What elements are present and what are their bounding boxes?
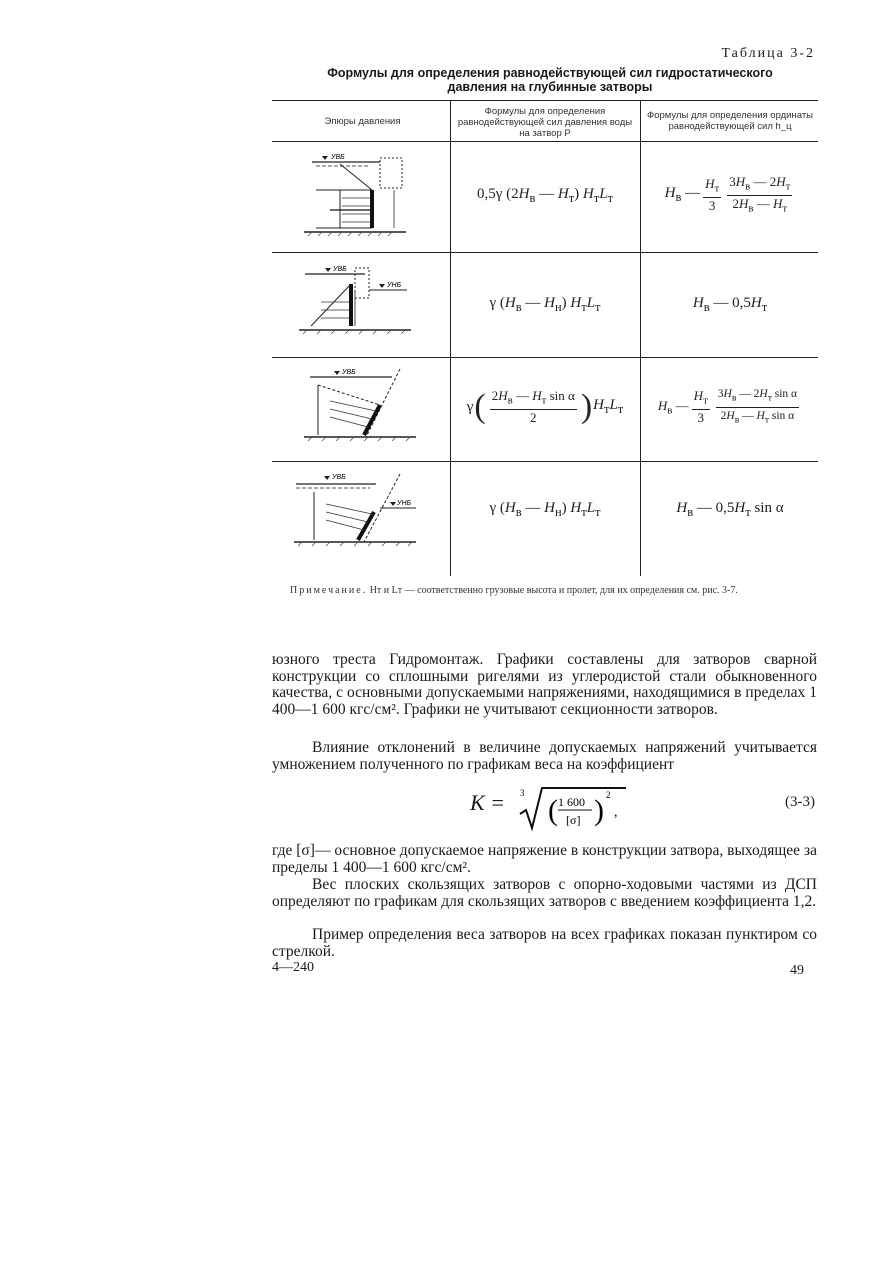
ordinate-formula-2: $H_в$ — $0,5H_т$ <box>692 295 768 314</box>
root-denominator: [σ] <box>566 813 581 827</box>
svg-text:): ) <box>594 794 604 827</box>
root-index: 3 <box>520 788 525 798</box>
note-lead: Примечание. <box>290 585 368 596</box>
table-caption <box>290 66 810 94</box>
paragraph-4: Вес плоских скользящих затворов с опорно-ходовыми частями из ДСП определяют по графикам для скользящих затворов с введением коэффициента 1,2. <box>272 876 817 910</box>
table-header-rule <box>272 141 818 142</box>
lower-level-label-4: УНБ <box>397 500 412 507</box>
pressure-diagram-2 <box>295 262 415 342</box>
ordinate-formula-3: $H_в$ — $\frac{H_т}{3}$ $\frac{3H_в — 2H_т \sin \alpha}{2H_в — H_т \sin \alpha}$ <box>657 388 798 425</box>
table-note <box>290 584 820 598</box>
row-rule-2 <box>272 357 818 358</box>
paragraph-5: Пример определения веса затворов на всех графиках показан пунктиром со стрелкой. <box>272 926 817 960</box>
paragraph-1: юзного треста Гидромонтаж. Графики составлены для затворов сварной конструкции со сплошными ригелями из углеродистой стали обыкновенного качества, с основными допускаемыми напряжениями, находящимися в пределах 1 400—1 600 кгс/см². Графики не учитывают секционности затворов. <box>272 651 817 718</box>
pressure-diagram-3 <box>300 365 420 450</box>
upper-level-label-4: УВБ <box>332 474 346 481</box>
caption-line-2: давления на глубинные затворы <box>447 80 653 94</box>
pressure-diagram-4 <box>290 470 420 555</box>
row-rule-1 <box>272 252 818 253</box>
force-formula-1: 0,5γ ($2H_в$ — $H_т$) $H_тL_т$ <box>476 186 614 205</box>
header-ordinate-formulas: Формулы для определения ординаты равнодействующей сил h_ц <box>646 110 813 132</box>
ordinate-formula-1: $H_в$ — $\frac{H_т}{3}$ $\frac{3H_в — 2H_т}{2H_в — H_т}$ <box>664 173 791 215</box>
col-rule-1 <box>450 100 451 576</box>
level-marker-icon <box>322 156 328 160</box>
page-number: 49 <box>790 963 804 978</box>
ordinate-formula-4: $H_в$ — $0,5H_т$ sin α <box>676 500 784 519</box>
upper-level-label-2: УВБ <box>333 266 347 273</box>
header-pressure-diagrams: Эпюры давления <box>324 116 401 127</box>
svg-text:(: ( <box>548 794 558 827</box>
svg-text:,: , <box>614 805 618 820</box>
paragraph-2: Влияние отклонений в величине допускаемых напряжений учитывается умножением полученного по графикам веса на коэффициент <box>272 739 817 773</box>
table-label: Таблица 3-2 <box>721 46 815 61</box>
upper-level-label: УВБ <box>331 154 345 161</box>
cube-root-sign <box>518 784 628 834</box>
equation-lhs: K = <box>470 790 506 815</box>
caption-line-1: Формулы для определения равнодействующей сил гидростатического <box>327 66 773 80</box>
note-text: Hт и Lт — соответственно грузовые высота и пролет, для их определения см. рис. 3-7. <box>369 585 738 596</box>
table-top-rule <box>272 100 818 101</box>
col-rule-2 <box>640 100 641 576</box>
row-rule-3 <box>272 461 818 462</box>
equation-number: (3-3) <box>785 794 815 810</box>
header-force-formulas: Формулы для определения равнодействующей сил давления воды на затвор P <box>457 106 633 139</box>
force-formula-3: γ ( $\frac{2H_в — H_т \sin \alpha}{2}$ ) $H_тL_т$ <box>466 388 624 425</box>
signature-mark: 4—240 <box>272 960 314 975</box>
pressure-diagram-1 <box>300 150 410 242</box>
lower-level-label-2: УНБ <box>387 282 402 289</box>
root-numerator: 1 600 <box>558 795 585 809</box>
force-formula-2: γ ($H_в$ — $H_н$) $H_тL_т$ <box>489 295 601 314</box>
force-formula-4: γ ($H_в$ — $H_н$) $H_тL_т$ <box>489 500 601 519</box>
upper-level-label-3: УВБ <box>342 369 356 376</box>
root-power: 2 <box>606 790 611 800</box>
equation-3-3 <box>470 784 815 834</box>
paragraph-3: где [σ]— основное допускаемое напряжение в конструкции затвора, выходящее за пределы 1 400—1 600 кгс/см². <box>272 842 817 876</box>
